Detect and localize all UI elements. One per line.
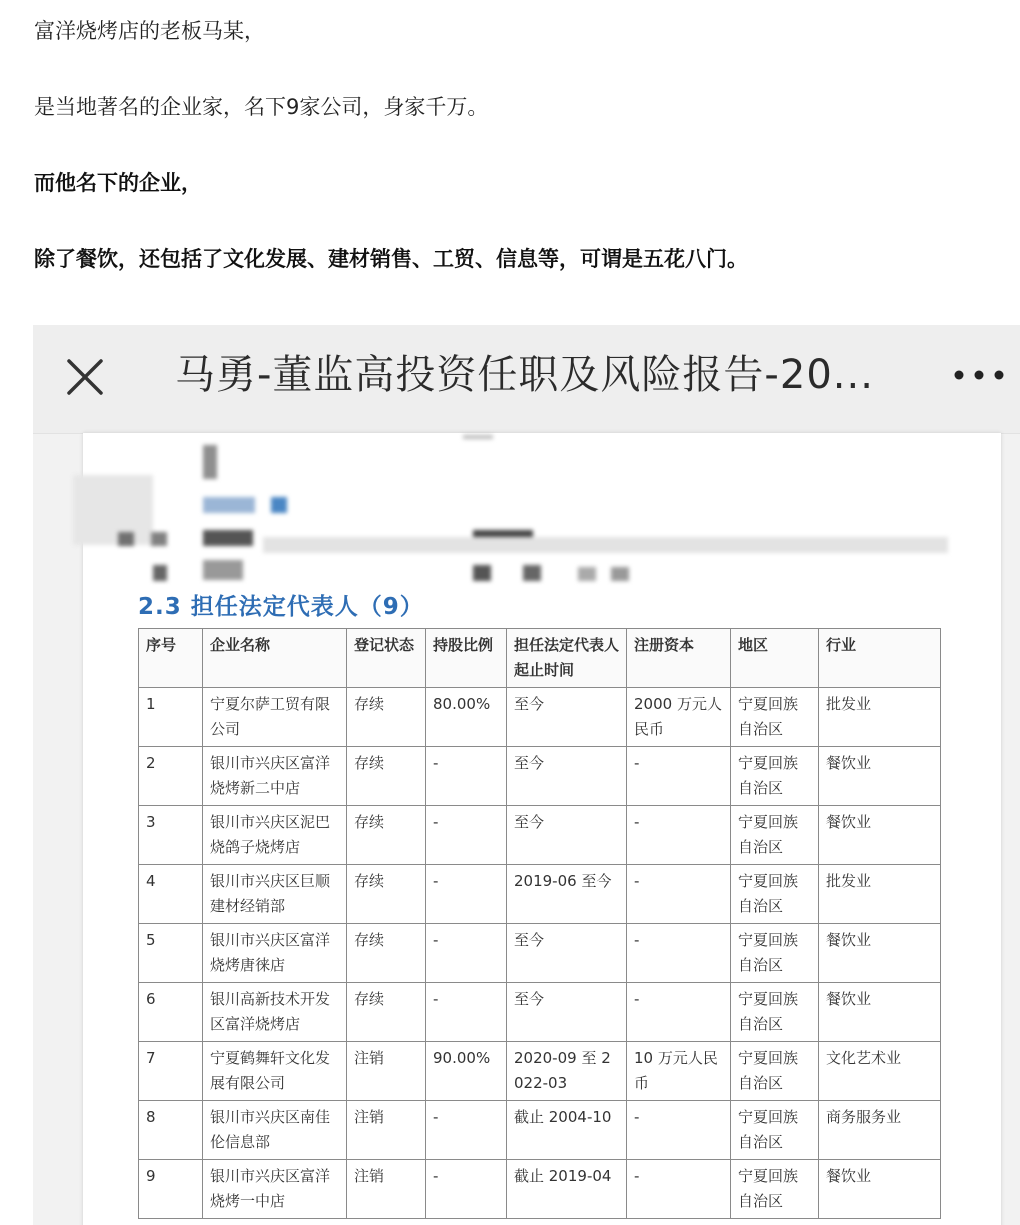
- table-cell: 9: [139, 1160, 203, 1219]
- table-cell: -: [426, 747, 507, 806]
- table-row: [139, 1042, 941, 1101]
- article-paragraph-3: 而他名下的企业，: [34, 171, 202, 195]
- table-cell: 批发业: [819, 688, 941, 747]
- table-cell: 宁夏回族自治区: [731, 688, 819, 747]
- table-row: [139, 1101, 941, 1160]
- section-title: 2.3 担任法定代表人（9）: [138, 594, 424, 620]
- table-cell: -: [426, 1160, 507, 1219]
- column-header: 地区: [731, 629, 819, 688]
- table-cell: 宁夏回族自治区: [731, 806, 819, 865]
- table-cell: 银川市兴庆区巨顺建材经销部: [203, 865, 347, 924]
- column-header: 序号: [139, 629, 203, 688]
- article-paragraph-1: 富洋烧烤店的老板马某，: [34, 19, 265, 43]
- embedded-screenshot: [33, 325, 1020, 1225]
- table-cell: 宁夏回族自治区: [731, 1160, 819, 1219]
- table-cell: 至今: [507, 983, 627, 1042]
- table-cell: 存续: [347, 688, 426, 747]
- table-row: [139, 983, 941, 1042]
- table-cell: 银川市兴庆区富洋烧烤唐徕店: [203, 924, 347, 983]
- table-cell: 注销: [347, 1101, 426, 1160]
- table-row: [139, 747, 941, 806]
- table-cell: 10 万元人民币: [627, 1042, 731, 1101]
- table-cell: 宁夏尔萨工贸有限公司: [203, 688, 347, 747]
- table-cell: 宁夏回族自治区: [731, 1101, 819, 1160]
- table-cell: 餐饮业: [819, 1160, 941, 1219]
- report-title: 马勇-董监高投资任职及风险报告-20...: [175, 352, 874, 398]
- table-cell: 宁夏回族自治区: [731, 1042, 819, 1101]
- table-cell: -: [426, 1101, 507, 1160]
- report-viewer-header: [33, 325, 1020, 434]
- table-cell: 银川高新技术开发区富洋烧烤店: [203, 983, 347, 1042]
- article-paragraph-2: 是当地著名的企业家，名下9家公司，身家千万。: [34, 95, 489, 119]
- column-header: 登记状态: [347, 629, 426, 688]
- table-cell: -: [426, 806, 507, 865]
- table-row: [139, 806, 941, 865]
- table-cell: 银川市兴庆区南佳伦信息部: [203, 1101, 347, 1160]
- column-header: 持股比例: [426, 629, 507, 688]
- table-cell: 截止 2019-04: [507, 1160, 627, 1219]
- article-paragraph-4: 除了餐饮，还包括了文化发展、建材销售、工贸、信息等，可谓是五花八门。: [34, 247, 748, 271]
- table-cell: 至今: [507, 924, 627, 983]
- table-cell: 宁夏回族自治区: [731, 983, 819, 1042]
- table-cell: 至今: [507, 688, 627, 747]
- table-cell: -: [627, 924, 731, 983]
- table-cell: -: [627, 1160, 731, 1219]
- table-cell: 餐饮业: [819, 806, 941, 865]
- table-cell: 存续: [347, 865, 426, 924]
- table-cell: 银川市兴庆区泥巴烧鸽子烧烤店: [203, 806, 347, 865]
- table-cell: -: [426, 983, 507, 1042]
- close-icon[interactable]: [63, 355, 107, 399]
- table-cell: 商务服务业: [819, 1101, 941, 1160]
- table-cell: -: [627, 747, 731, 806]
- table-header-row: [139, 629, 941, 688]
- column-header: 注册资本: [627, 629, 731, 688]
- column-header: 行业: [819, 629, 941, 688]
- table-cell: 餐饮业: [819, 983, 941, 1042]
- table-cell: 至今: [507, 806, 627, 865]
- table-cell: 1: [139, 688, 203, 747]
- table-cell: 3: [139, 806, 203, 865]
- table-cell: 注销: [347, 1042, 426, 1101]
- table-cell: -: [627, 806, 731, 865]
- table-cell: 截止 2004-10: [507, 1101, 627, 1160]
- table-row: [139, 865, 941, 924]
- table-cell: 6: [139, 983, 203, 1042]
- table-cell: -: [426, 865, 507, 924]
- table-cell: 存续: [347, 806, 426, 865]
- table-cell: 银川市兴庆区富洋烧烤新二中店: [203, 747, 347, 806]
- table-row: [139, 1160, 941, 1219]
- table-cell: -: [627, 983, 731, 1042]
- column-header: 担任法定代表人起止时间: [507, 629, 627, 688]
- table-cell: 宁夏鹤舞轩文化发展有限公司: [203, 1042, 347, 1101]
- table-cell: -: [627, 865, 731, 924]
- table-cell: 存续: [347, 983, 426, 1042]
- table-cell: 文化艺术业: [819, 1042, 941, 1101]
- table-cell: -: [627, 1101, 731, 1160]
- table-cell: 存续: [347, 924, 426, 983]
- table-cell: 5: [139, 924, 203, 983]
- table-cell: 餐饮业: [819, 747, 941, 806]
- table-cell: 2019-06 至今: [507, 865, 627, 924]
- table-cell: 2020-09 至 2022-03: [507, 1042, 627, 1101]
- table-cell: 2: [139, 747, 203, 806]
- table-cell: 批发业: [819, 865, 941, 924]
- table-row: [139, 688, 941, 747]
- table-cell: 80.00%: [426, 688, 507, 747]
- table-cell: 至今: [507, 747, 627, 806]
- table-cell: 宁夏回族自治区: [731, 865, 819, 924]
- table-body: [139, 688, 941, 1219]
- table-cell: 90.00%: [426, 1042, 507, 1101]
- table-cell: 宁夏回族自治区: [731, 924, 819, 983]
- table-cell: 4: [139, 865, 203, 924]
- table-cell: -: [426, 924, 507, 983]
- table-cell: 银川市兴庆区富洋烧烤一中店: [203, 1160, 347, 1219]
- column-header: 企业名称: [203, 629, 347, 688]
- table-cell: 注销: [347, 1160, 426, 1219]
- table-cell: 8: [139, 1101, 203, 1160]
- table-cell: 餐饮业: [819, 924, 941, 983]
- legal-representative-table: [138, 628, 941, 1219]
- table-cell: 2000 万元人民币: [627, 688, 731, 747]
- table-cell: 7: [139, 1042, 203, 1101]
- table-cell: 存续: [347, 747, 426, 806]
- table-cell: 宁夏回族自治区: [731, 747, 819, 806]
- more-icon[interactable]: [951, 365, 1007, 385]
- table-row: [139, 924, 941, 983]
